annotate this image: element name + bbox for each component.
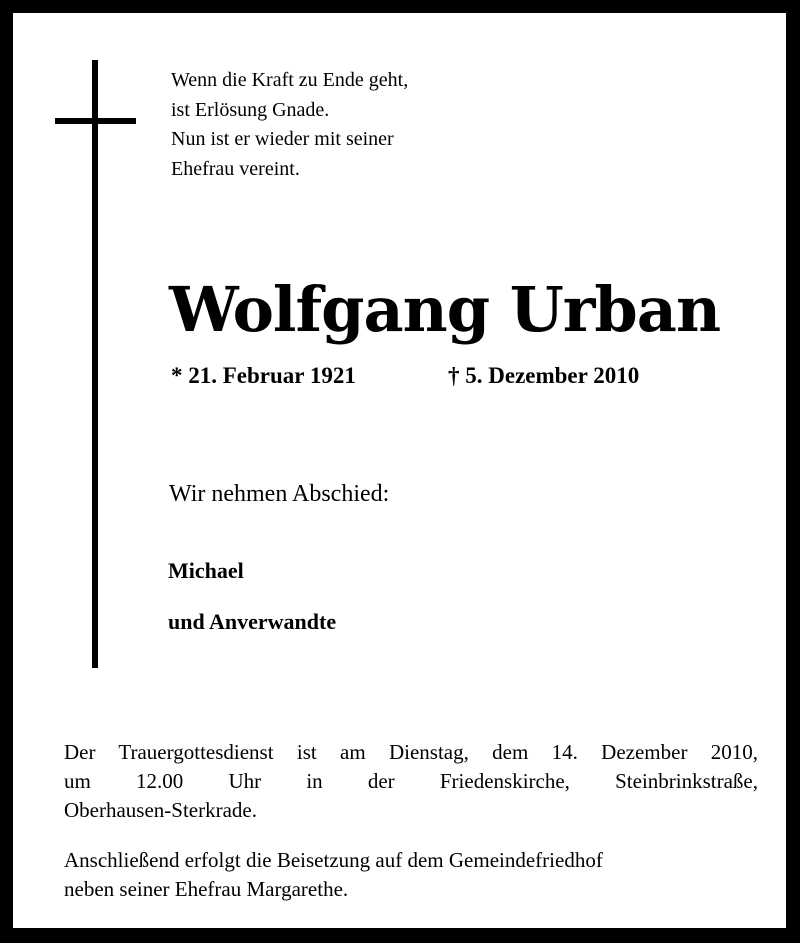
poem-verse <box>171 66 408 184</box>
life-dates <box>171 363 640 389</box>
birth-date: * 21. Februar 1921 <box>171 363 356 388</box>
obituary-notice <box>13 13 786 928</box>
burial-line: Anschließend erfolgt die Beisetzung auf dem Gemeindefriedhof <box>64 848 603 872</box>
mourner-relatives: und Anverwandte <box>168 609 337 634</box>
farewell-heading: Wir nehmen Abschied: <box>169 481 390 507</box>
poem-line: Nun ist er wieder mit seiner <box>171 128 394 150</box>
poem-line: Wenn die Kraft zu Ende geht, <box>171 69 409 91</box>
service-line: Oberhausen-Sterkrade. <box>64 798 257 822</box>
service-line: Der Trauergottesdienst ist am Dienstag, dem 14. Dezember 2010, <box>64 740 758 764</box>
poem-line: Ehefrau vereint. <box>171 157 300 180</box>
service-info <box>64 738 758 825</box>
service-line: um 12.00 Uhr in der Friedenskirche, Steinbrinkstraße, <box>64 769 758 793</box>
cross-vertical-bar <box>92 60 98 668</box>
burial-line: neben seiner Ehefrau Margarethe. <box>64 877 349 901</box>
deceased-name: Wolfgang Urban <box>169 273 721 346</box>
cross-horizontal-bar <box>55 118 136 124</box>
poem-line: ist Erlösung Gnade. <box>171 98 330 121</box>
death-date: † 5. Dezember 2010 <box>448 363 640 388</box>
mourner-name: Michael <box>168 558 244 583</box>
burial-info <box>64 846 603 904</box>
